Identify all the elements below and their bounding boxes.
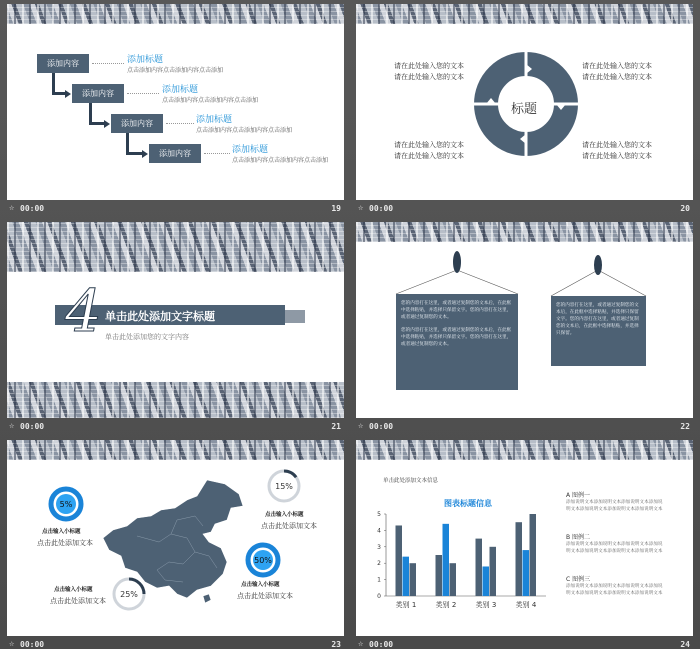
step-desc-4: 点击添加内容点击添加内容点击添加 (232, 157, 329, 164)
section-number: 4 (65, 277, 102, 345)
slide-time: 00:00 (369, 204, 394, 213)
chart-title: 图表标题信息 (444, 499, 492, 508)
step-box-4: 添加内容 (149, 144, 201, 163)
step-box-3: 添加内容 (111, 114, 163, 133)
city-banner (356, 440, 693, 460)
text-top-right: 请在此处输入您的文本 请在此处输入您的文本 (582, 62, 652, 81)
connector-line (204, 153, 230, 154)
elbow-arrow (89, 103, 92, 124)
bar (476, 539, 483, 596)
step-box-1: 添加内容 (37, 54, 89, 73)
legend-text-1: 添加说明文本添加说明文本添加说明文本添加说明文本添加说明文本添加说明文本添加说明文本 (566, 500, 663, 512)
slide-number: 23 (331, 640, 341, 649)
callout-title-4: 点击输入小标题 (54, 587, 93, 593)
slide-thumb-21[interactable] (7, 222, 344, 434)
callout-title-3: 点击输入小标题 (241, 582, 280, 588)
y-tick-label: 3 (377, 543, 381, 551)
board-1-paragraph-2: 您的内容打在这里，或者通过复制您的文本后，在此框中选择粘贴，并选择只保留文字。您的内容打在这里，或者通过复制您的文本。 (401, 328, 512, 347)
slide-canvas (7, 440, 344, 636)
ring-50-percent (245, 542, 281, 578)
slide-number: 19 (331, 204, 341, 213)
slide-time: 00:00 (20, 204, 45, 213)
callout-title-2: 点击输入小标题 (265, 512, 304, 518)
slide-canvas (356, 222, 693, 418)
step-desc-3: 点击添加内容点击添加内容点击添加 (196, 127, 293, 134)
star-icon[interactable]: ☆ (358, 421, 364, 431)
section-title: 单击此处添加文字标题 (105, 310, 215, 323)
board-2-paragraph-1: 您的内容打在这里，或者通过复制您的文本后，在此框中选择粘贴，并选择只保留文字。您的内容打在这里，或者通过复制您的文本后，在此框中选择粘贴，并选择只保留。 (556, 303, 639, 336)
arrow-tip-icon (142, 150, 148, 158)
step-title-1: 添加标题 (127, 55, 164, 65)
slide-time: 00:00 (369, 640, 394, 649)
slide-time: 00:00 (369, 422, 394, 431)
slide-header: 单击此处添加文本信息 (383, 478, 439, 484)
callout-text-4: 点击此处添加文本 (50, 597, 106, 605)
bar-chart (366, 496, 551, 626)
elbow-arrow (89, 122, 105, 125)
connector-line (92, 63, 124, 64)
y-tick-label: 4 (377, 527, 381, 535)
city-banner (7, 4, 344, 24)
ring-5-percent (48, 486, 84, 522)
slide-canvas (356, 440, 693, 636)
chart-bars (396, 514, 537, 596)
connector-line (166, 123, 194, 124)
x-tick-label: 类别 2 (435, 601, 457, 609)
star-icon[interactable]: ☆ (9, 639, 15, 649)
legend-heading-1: A 图例一 (566, 492, 591, 499)
step-title-2: 添加标题 (162, 85, 199, 95)
note-board-2 (551, 296, 646, 366)
slide-number: 21 (331, 422, 341, 431)
city-banner (7, 222, 344, 272)
legend-heading-3: C 图例三 (566, 576, 591, 583)
slide-statusbar (356, 202, 693, 216)
slide-statusbar (7, 202, 344, 216)
city-banner (7, 440, 344, 460)
slide-statusbar (7, 638, 344, 649)
slide-time: 00:00 (20, 422, 45, 431)
callout-text-3: 点击此处添加文本 (237, 592, 293, 600)
bar (396, 525, 403, 596)
y-tick-label: 2 (377, 560, 381, 568)
y-tick-label: 1 (377, 576, 381, 584)
slide-number: 22 (680, 422, 690, 431)
text-top-left: 请在此处输入您的文本 请在此处输入您的文本 (394, 62, 464, 81)
slide-statusbar (7, 420, 344, 434)
elbow-arrow (126, 133, 129, 154)
bar (516, 522, 523, 596)
bar (443, 524, 450, 596)
step-title-4: 添加标题 (232, 145, 269, 155)
step-desc-2: 点击添加内容点击添加内容点击添加 (162, 97, 259, 104)
step-box-2: 添加内容 (72, 84, 124, 103)
star-icon[interactable]: ☆ (9, 421, 15, 431)
legend-heading-2: B 图例二 (566, 534, 591, 541)
bar (436, 555, 443, 596)
slide-thumb-19[interactable] (7, 4, 344, 216)
ring-label: 25% (120, 590, 138, 599)
elbow-arrow (52, 73, 55, 94)
elbow-arrow (126, 152, 143, 155)
step-desc-1: 点击添加内容点击添加内容点击添加 (127, 67, 224, 74)
arrow-tip-icon (65, 90, 71, 98)
slide-thumb-24[interactable] (356, 440, 693, 649)
slide-statusbar (356, 420, 693, 434)
slide-thumb-22[interactable] (356, 222, 693, 434)
star-icon[interactable]: ☆ (358, 203, 364, 213)
ring-25-percent (111, 576, 147, 612)
x-tick-label: 类别 4 (515, 601, 537, 609)
slide-thumb-23[interactable] (7, 440, 344, 649)
board-1-paragraph-1: 您的内容打在这里，或者通过复制您的文本后，在此框中选择粘贴，并选择只保留文字。您的内容打在这里，或者通过复制您的文本。 (401, 301, 512, 320)
bar (530, 514, 537, 596)
ring-label: 15% (275, 482, 293, 491)
bar (410, 563, 417, 596)
bar (490, 547, 497, 596)
text-bottom-right: 请在此处输入您的文本 请在此处输入您的文本 (582, 141, 652, 160)
x-tick-label: 类别 3 (475, 601, 497, 609)
city-banner-bottom (7, 382, 344, 418)
star-icon[interactable]: ☆ (358, 639, 364, 649)
legend-text-2: 添加说明文本添加说明文本添加说明文本添加说明文本添加说明文本添加说明文本添加说明文本 (566, 542, 663, 554)
ring-label: 50% (254, 556, 272, 565)
cycle-center-label: 标题 (511, 102, 538, 117)
slide-thumb-20[interactable] (356, 4, 693, 216)
note-board-1 (396, 294, 518, 390)
slide-number: 20 (680, 204, 690, 213)
callout-title-1: 点击输入小标题 (42, 529, 81, 535)
bar (523, 550, 530, 596)
title-bar-tail (285, 310, 305, 323)
star-icon[interactable]: ☆ (9, 203, 15, 213)
ring-15-percent (266, 468, 302, 504)
bar (450, 563, 457, 596)
slide-canvas (7, 222, 344, 418)
callout-text-2: 点击此处添加文本 (261, 522, 317, 530)
city-banner (356, 4, 693, 24)
section-subtitle: 单击此处添加您的文字内容 (105, 333, 189, 341)
y-tick-label: 0 (377, 593, 381, 600)
legend-text-3: 添加说明文本添加说明文本添加说明文本添加说明文本添加说明文本添加说明文本添加说明文本 (566, 584, 663, 596)
step-title-3: 添加标题 (196, 115, 233, 125)
ring-label: 5% (59, 500, 73, 509)
bar (403, 557, 410, 596)
slide-canvas (356, 4, 693, 200)
slide-canvas (7, 4, 344, 200)
slide-time: 00:00 (20, 640, 45, 649)
callout-text-1: 点击此处添加文本 (37, 539, 93, 547)
x-tick-label: 类别 1 (395, 601, 417, 609)
connector-line (127, 93, 159, 94)
arrow-tip-icon (104, 120, 110, 128)
text-bottom-left: 请在此处输入您的文本 请在此处输入您的文本 (394, 141, 464, 160)
slide-statusbar (356, 638, 693, 649)
y-tick-label: 5 (377, 511, 381, 518)
elbow-arrow (52, 92, 66, 95)
slide-number: 24 (680, 640, 690, 649)
bar (483, 566, 490, 596)
